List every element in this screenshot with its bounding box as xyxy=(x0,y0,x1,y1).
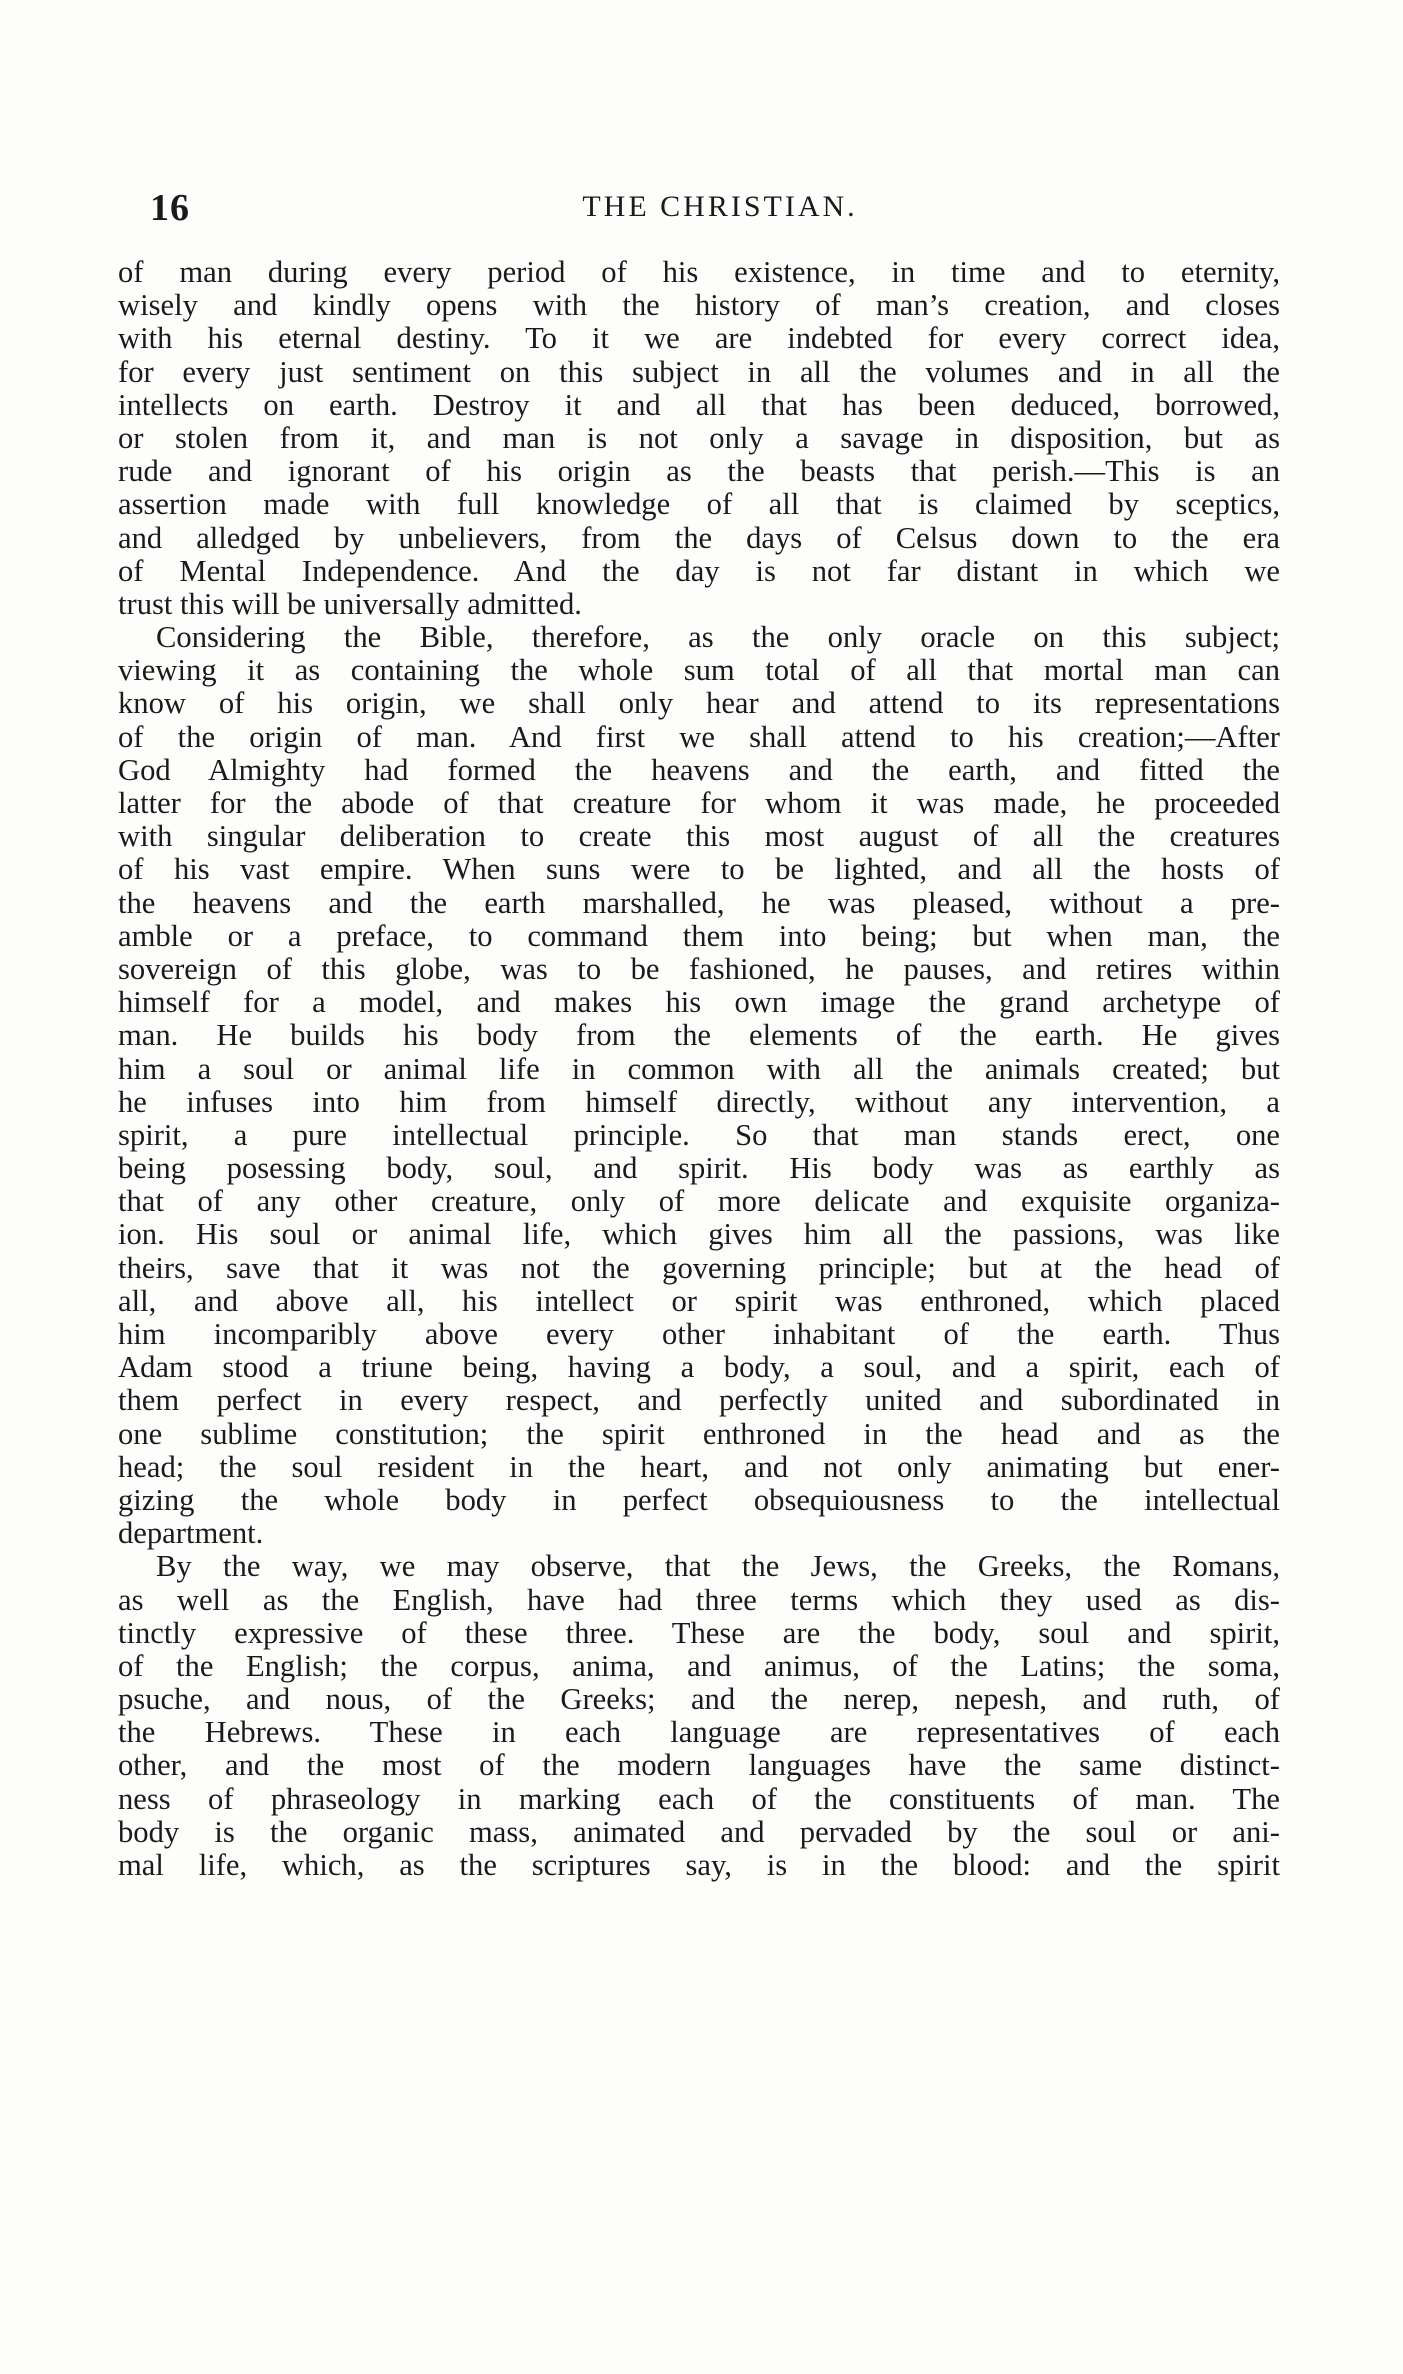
text-line: of the English; the corpus, anima, and animus, of the Latins; the soma, xyxy=(118,1649,1280,1683)
text-line: being posessing body, soul, and spirit. His body was as earthly as xyxy=(118,1152,1280,1186)
text-line: that of any other creature, only of more delicate and exquisite organiza- xyxy=(118,1185,1280,1219)
text-line: gizing the whole body in perfect obsequiousness to the intellectual xyxy=(118,1483,1280,1517)
text-line: with singular deliberation to create this most august of all the creatures xyxy=(118,820,1280,854)
text-line: man. He builds his body from the elements of the earth. He gives xyxy=(118,1019,1280,1053)
text-line: for every just sentiment on this subject in all the volumes and in all the xyxy=(118,355,1280,389)
text-line: rude and ignorant of his origin as the beasts that perish.—This is an xyxy=(118,455,1280,489)
text-line: with his eternal destiny. To it we are indebted for every correct idea, xyxy=(118,322,1280,356)
text-line: viewing it as containing the whole sum total of all that mortal man can xyxy=(118,654,1280,688)
text-line: all, and above all, his intellect or spirit was enthroned, which placed xyxy=(118,1284,1280,1318)
text-line: of man during every period of his existence, in time and to eternity, xyxy=(118,256,1280,289)
text-line: intellects on earth. Destroy it and all that has been deduced, borrowed, xyxy=(118,388,1280,422)
text-line: Adam stood a triune being, having a body, a soul, and a spirit, each of xyxy=(118,1351,1280,1385)
text-line: of Mental Independence. And the day is not far distant in which we xyxy=(118,554,1280,588)
text-line: body is the organic mass, animated and pervaded by the soul or ani- xyxy=(118,1815,1280,1849)
text-line: assertion made with full knowledge of all that is claimed by sceptics, xyxy=(118,488,1280,522)
text-line: By the way, we may observe, that the Jews, the Greeks, the Romans, xyxy=(156,1550,1280,1584)
text-line: tinctly expressive of these three. These are the body, soul and spirit, xyxy=(118,1616,1280,1650)
text-line: Considering the Bible, therefore, as the only oracle on this subject; xyxy=(156,621,1280,655)
text-line: spirit, a pure intellectual principle. So that man stands erect, one xyxy=(118,1118,1280,1152)
text-line: wisely and kindly opens with the history of man’s creation, and closes xyxy=(118,289,1280,323)
text-line: God Almighty had formed the heavens and the earth, and fitted the xyxy=(118,753,1280,787)
text-line: trust this will be universally admitted. xyxy=(118,587,582,621)
text-line: know of his origin, we shall only hear and attend to its representations xyxy=(118,687,1280,721)
body-text xyxy=(118,256,1280,1882)
text-line: or stolen from it, and man is not only a savage in disposition, but as xyxy=(118,421,1280,455)
text-line: mal life, which, as the scriptures say, is in the blood: and the spirit xyxy=(118,1849,1280,1882)
text-line: amble or a preface, to command them into being; but when man, the xyxy=(118,919,1280,953)
text-line: as well as the English, have had three terms which they used as dis- xyxy=(118,1583,1280,1617)
text-line: psuche, and nous, of the Greeks; and the nerep, nepesh, and ruth, of xyxy=(118,1683,1280,1717)
text-line: one sublime constitution; the spirit enthroned in the head and as the xyxy=(118,1417,1280,1451)
text-line: ness of phraseology in marking each of the constituents of man. The xyxy=(118,1782,1280,1816)
text-line: latter for the abode of that creature for whom it was made, he proceeded xyxy=(118,787,1280,820)
text-line: sovereign of this globe, was to be fashioned, he pauses, and retires within xyxy=(118,952,1280,986)
text-line: and alledged by unbelievers, from the days of Celsus down to the era xyxy=(118,521,1280,555)
page-number: 16 xyxy=(150,187,190,229)
text-line: him incomparibly above every other inhabitant of the earth. Thus xyxy=(118,1318,1280,1351)
text-line: the heavens and the earth marshalled, he was pleased, without a pre- xyxy=(118,886,1280,920)
text-line: head; the soul resident in the heart, and not only animating but ener- xyxy=(118,1450,1280,1484)
text-line: ion. His soul or animal life, which gives him all the passions, was like xyxy=(118,1218,1280,1252)
text-line: him a soul or animal life in common with all the animals created; but xyxy=(118,1052,1280,1086)
text-line: of his vast empire. When suns were to be lighted, and all the hosts of xyxy=(118,853,1280,887)
text-line: department. xyxy=(118,1517,264,1551)
text-line: himself for a model, and makes his own image the grand archetype of xyxy=(118,986,1280,1020)
page-header xyxy=(150,186,1290,236)
running-head: THE CHRISTIAN. xyxy=(582,190,858,223)
text-line: he infuses into him from himself directly, without any intervention, a xyxy=(118,1085,1280,1119)
text-line: of the origin of man. And first we shall attend to his creation;—After xyxy=(118,720,1280,754)
text-line: other, and the most of the modern languages have the same distinct- xyxy=(118,1749,1280,1783)
text-line: theirs, save that it was not the governing principle; but at the head of xyxy=(118,1251,1280,1285)
text-line: them perfect in every respect, and perfectly united and subordinated in xyxy=(118,1384,1280,1418)
text-line: the Hebrews. These in each language are representatives of each xyxy=(118,1716,1280,1750)
